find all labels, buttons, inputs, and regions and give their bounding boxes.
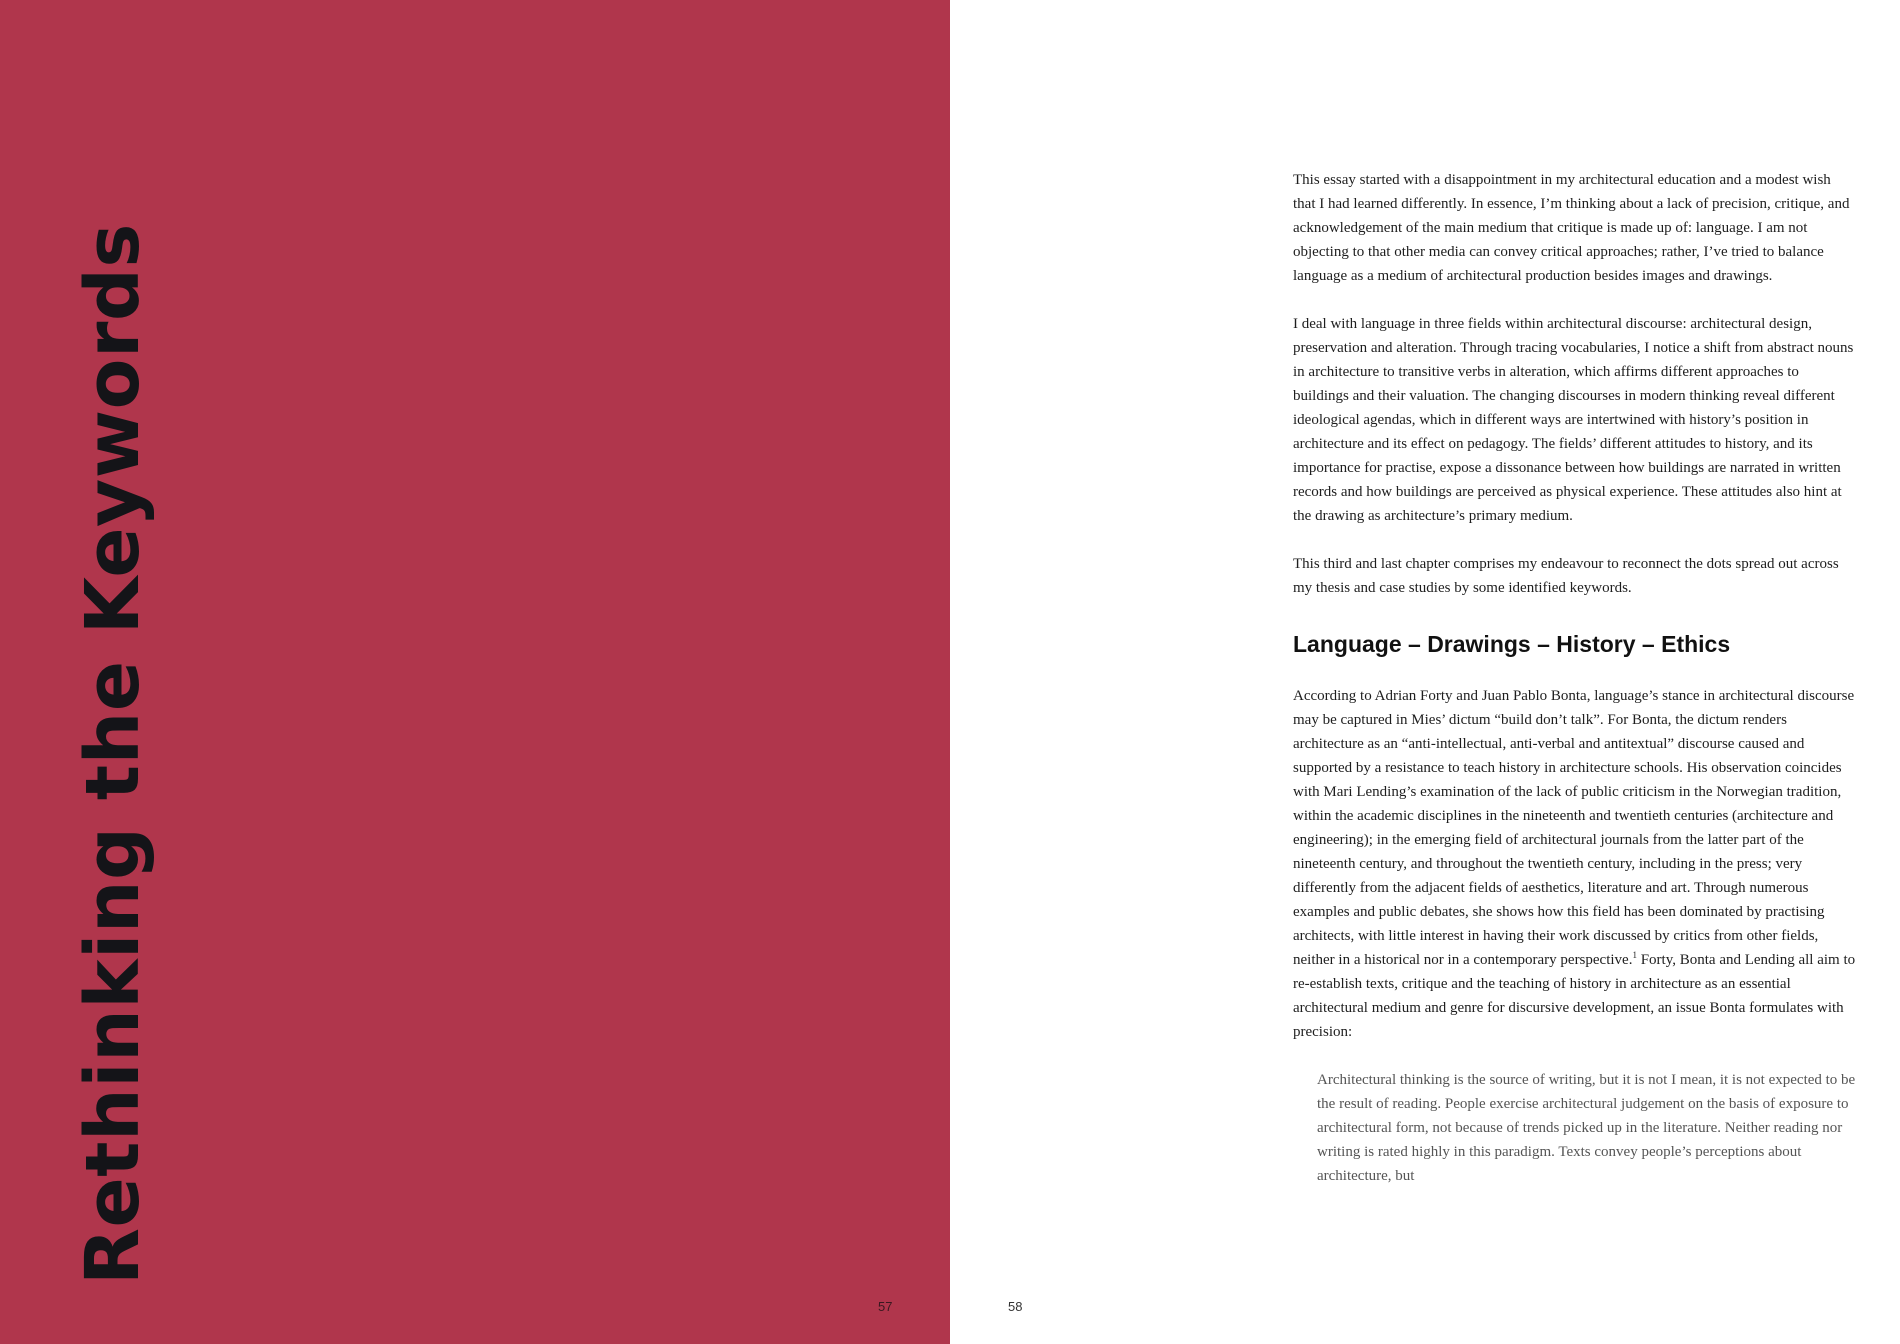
section-heading: Language – Drawings – History – Ethics: [1293, 631, 1731, 657]
page-number-left: 57: [878, 1299, 893, 1314]
section-paragraph-continuation: Forty, Bonta and Lending all aim to re-establish texts, critique and the teaching of history in architecture as an essential architectural medium and genre for discursive development, an issue Bonta formulates with precision:: [1293, 952, 1856, 1040]
block-quote: Architectural thinking is the source of writing, but it is not I mean, it is not expected to be the result of reading. People exercise architectural judgement on the basis of exposure to architectural form, not because of trends picked up in the literature. Neither reading nor writing is rated highly in this paradigm. Texts convey people’s perceptions about architecture, but: [1317, 1072, 1856, 1184]
section-paragraph: [1293, 684, 1857, 1044]
intro-paragraph-3: This third and last chapter comprises my endeavour to reconnect the dots spread out across my thesis and case studies by some identified keywords.: [1293, 556, 1839, 596]
intro-paragraph-2: I deal with language in three fields within architectural discourse: architectural design, preservation and alteration. Through tracing vocabularies, I notice a shift from abstract nouns in architecture to transitive verbs in alteration, which affirms different approaches to buildings and their valuation. The changing discourses in modern thinking reveal different ideological agendas, which in different ways are intertwined with history’s position in architecture and its effect on pedagogy. The fields’ different attitudes to history, and its importance for practise, expose a dissonance between how buildings are narrated in written records and how buildings are perceived as physical experience. These attitudes also hint at the drawing as architecture’s primary medium.: [1293, 316, 1854, 524]
footnote-marker: 1: [1632, 950, 1637, 960]
section-paragraph-text: According to Adrian Forty and Juan Pablo Bonta, language’s stance in architectural discourse may be captured in Mies’ dictum “build don’t talk”. For Bonta, the dictum renders architecture as an “anti-intellectual, anti-verbal and antitextual” discourse caused and supported by a resistance to teach history in architecture schools. His observation coincides with Mari Lending’s examination of the lack of public criticism in the Norwegian tradition, within the academic disciplines in the nineteenth and twentieth centuries (architecture and engineering); in the emerging field of architectural journals from the latter part of the nineteenth century, and throughout the twentieth century, including in the press; very differently from the adjacent fields of aesthetics, literature and art. Through numerous examples and public debates, she shows how this field has been dominated by practising architects, with little interest in having their work discussed by critics from other fields, neither in a historical nor in a contemporary perspective.: [1293, 688, 1855, 968]
body-text-column: [1293, 168, 1857, 1188]
intro-paragraph-1: This essay started with a disappointment in my architectural education and a modest wish that I had learned differently. In essence, I’m thinking about a lack of precision, critique, and acknowledgement of the main medium that critique is made up of: language. I am not objecting to that other media can convey critical approaches; rather, I’ve tried to balance language as a medium of architectural production besides images and drawings.: [1293, 172, 1850, 284]
page-number-right: 58: [1008, 1299, 1023, 1314]
chapter-title: Rethinking the Keywords: [70, 223, 156, 1285]
